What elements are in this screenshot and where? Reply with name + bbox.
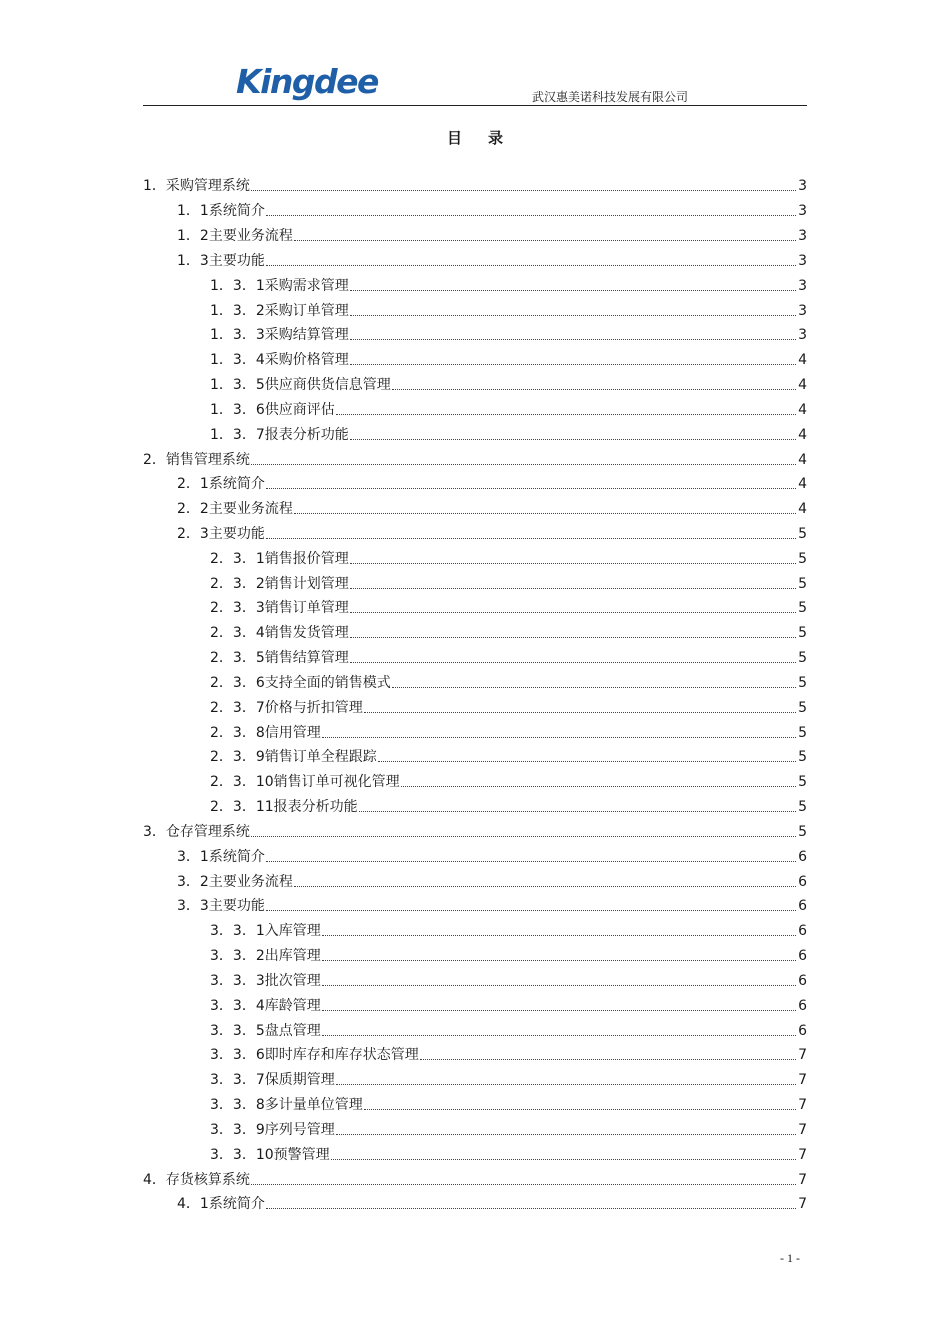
toc-entry[interactable]: [143, 1117, 807, 1142]
toc-entry-label: 2．3主要功能: [177, 526, 265, 542]
toc-dot-leader: [336, 1084, 796, 1085]
kingdee-logo: Kingdee: [236, 62, 378, 101]
toc-dot-leader: [266, 910, 796, 911]
toc-entry[interactable]: [143, 944, 807, 969]
toc-entry-label: 1．2主要业务流程: [177, 228, 293, 245]
toc-entry-label: 3．1系统简介: [177, 848, 265, 865]
toc-entry[interactable]: [143, 695, 807, 720]
toc-dot-leader: [322, 935, 796, 936]
toc-entry-page: 5: [798, 674, 807, 691]
toc-entry[interactable]: [143, 596, 807, 621]
toc-entry-page: 7: [798, 1097, 807, 1114]
toc-dot-leader: [364, 1109, 796, 1110]
toc-entry[interactable]: [143, 969, 807, 994]
toc-entry-label: 2．2主要业务流程: [177, 501, 293, 518]
toc-entry-page: 5: [798, 550, 807, 567]
toc-dot-leader: [350, 662, 796, 663]
toc-dot-leader: [322, 960, 796, 961]
toc-entry-page: 5: [798, 823, 807, 840]
toc-dot-leader: [294, 513, 796, 514]
toc-entry-page: 6: [798, 923, 807, 940]
toc-entry-label: 3．3．1入库管理: [210, 923, 321, 940]
toc-dot-leader: [392, 389, 796, 390]
toc-dot-leader: [401, 786, 796, 787]
toc-entry[interactable]: [143, 919, 807, 944]
toc-entry-label: 1．3．6供应商评估: [210, 401, 335, 418]
toc-entry[interactable]: [143, 497, 807, 522]
toc-dot-leader: [266, 538, 796, 539]
toc-dot-leader: [420, 1059, 796, 1060]
toc-entry[interactable]: [143, 745, 807, 770]
toc-entry-page: 3: [798, 178, 807, 195]
toc-entry-page: 4: [798, 352, 807, 369]
toc-entry-label: 2．3．7价格与折扣管理: [210, 699, 363, 716]
toc-entry-page: 4: [798, 501, 807, 518]
toc-entry-page: 4: [798, 451, 807, 468]
toc-entry[interactable]: [143, 174, 807, 199]
toc-entry-label: 3．3．6即时库存和库存状态管理: [210, 1047, 419, 1064]
toc-entry-label: 2．3．11报表分析功能: [210, 799, 358, 816]
toc-dot-leader: [251, 1184, 796, 1185]
toc-entry-label: 3．3．8多计量单位管理: [210, 1097, 363, 1114]
toc-entry-page: 3: [798, 277, 807, 294]
toc-entry-page: 6: [798, 848, 807, 865]
toc-dot-leader: [266, 861, 796, 862]
toc-entry-page: 5: [798, 650, 807, 667]
toc-dot-leader: [322, 985, 796, 986]
toc-title: 目录: [446, 129, 529, 147]
toc-entry-page: 7: [798, 1146, 807, 1163]
toc-entry-label: 2．3．5销售结算管理: [210, 650, 349, 667]
toc-dot-leader: [350, 364, 796, 365]
toc-entry-page: 6: [798, 873, 807, 890]
toc-entry[interactable]: [143, 422, 807, 447]
toc-entry[interactable]: [143, 323, 807, 348]
toc-entry-page: 4: [798, 426, 807, 443]
toc-entry[interactable]: [143, 844, 807, 869]
toc-entry[interactable]: [143, 1142, 807, 1167]
toc-entry[interactable]: [143, 298, 807, 323]
toc-entry-page: 3: [798, 203, 807, 220]
toc-entry-label: 4．存货核算系统: [143, 1171, 250, 1188]
toc-entry-page: 5: [798, 526, 807, 542]
toc-dot-leader: [350, 563, 796, 564]
toc-entry[interactable]: [143, 820, 807, 845]
toc-entry-page: 4: [798, 476, 807, 493]
toc-entry-label: 2．3．4销售发货管理: [210, 625, 349, 642]
toc-entry-label: 1．3主要功能: [177, 252, 265, 269]
toc-dot-leader: [251, 464, 796, 465]
toc-entry[interactable]: [143, 993, 807, 1018]
toc-entry-page: 6: [798, 997, 807, 1014]
toc-entry-page: 5: [798, 600, 807, 617]
toc-dot-leader: [266, 1208, 796, 1209]
toc-entry[interactable]: [143, 273, 807, 298]
toc-dot-leader: [331, 1159, 796, 1160]
toc-dot-leader: [364, 712, 796, 713]
toc-entry[interactable]: [143, 472, 807, 497]
toc-entry-page: 5: [798, 799, 807, 816]
toc-entry-page: 5: [798, 625, 807, 642]
page-number: - 1 -: [780, 1251, 800, 1265]
toc-entry-page: 5: [798, 724, 807, 741]
toc-entry[interactable]: [143, 1043, 807, 1068]
toc-entry-label: 2．3．1销售报价管理: [210, 550, 349, 567]
toc-dot-leader: [251, 190, 796, 191]
toc-entry-page: 5: [798, 575, 807, 592]
company-name: 武汉惠美诺科技发展有限公司: [532, 90, 689, 104]
toc-entry[interactable]: [143, 1093, 807, 1118]
toc-entry[interactable]: [143, 546, 807, 571]
toc-entry-label: 4．1系统简介: [177, 1196, 265, 1213]
toc-entry-label: 3．3．10预警管理: [210, 1146, 330, 1163]
toc-entry[interactable]: [143, 869, 807, 894]
toc-entry-label: 3．3．3批次管理: [210, 972, 321, 989]
toc-entry-label: 2．3．3销售订单管理: [210, 600, 349, 617]
toc-entry[interactable]: [143, 1192, 807, 1217]
toc-entry[interactable]: [143, 397, 807, 422]
toc-entry-page: 3: [798, 327, 807, 344]
toc-entry[interactable]: [143, 224, 807, 249]
toc-entry[interactable]: [143, 770, 807, 795]
toc-entry-page: 5: [798, 699, 807, 716]
toc-entry[interactable]: [143, 522, 807, 547]
toc-entry[interactable]: [143, 671, 807, 696]
toc-entry-page: 7: [798, 1072, 807, 1089]
toc-dot-leader: [266, 488, 796, 489]
toc-entry-page: 7: [798, 1047, 807, 1064]
toc-dot-leader: [336, 414, 796, 415]
toc-dot-leader: [392, 687, 796, 688]
toc-dot-leader: [266, 215, 796, 216]
toc-entry[interactable]: [143, 248, 807, 273]
toc-entry-label: 2．3．9销售订单全程跟踪: [210, 749, 377, 766]
toc-dot-leader: [350, 290, 796, 291]
toc-entry-page: 7: [798, 1196, 807, 1213]
toc-entry-page: 7: [798, 1121, 807, 1138]
toc-entry-page: 3: [798, 252, 807, 269]
toc-entry-label: 1．3．7报表分析功能: [210, 426, 349, 443]
toc-entry-page: 4: [798, 377, 807, 394]
toc-entry[interactable]: [143, 1167, 807, 1192]
toc-entry[interactable]: [143, 373, 807, 398]
toc-dot-leader: [350, 439, 796, 440]
toc-entry-page: 6: [798, 898, 807, 915]
toc-entry[interactable]: [143, 621, 807, 646]
toc-entry-page: 3: [798, 302, 807, 319]
toc-entry-label: 3．2主要业务流程: [177, 873, 293, 890]
toc-dot-leader: [322, 1035, 796, 1036]
toc-entry-page: 6: [798, 948, 807, 965]
toc-dot-leader: [336, 1134, 796, 1135]
toc-entry-label: 1．采购管理系统: [143, 178, 250, 195]
toc-entry-page: 3: [798, 228, 807, 245]
toc-entry-label: 3．3．5盘点管理: [210, 1022, 321, 1039]
toc-dot-leader: [350, 588, 796, 589]
toc-entry-label: 1．3．5供应商供货信息管理: [210, 377, 391, 394]
header-divider: [143, 105, 807, 106]
toc-entry-label: 1．3．4采购价格管理: [210, 352, 349, 369]
toc-entry-label: 1．3．3采购结算管理: [210, 327, 349, 344]
toc-entry[interactable]: [143, 894, 807, 919]
toc-entry-page: 6: [798, 972, 807, 989]
toc-entry-label: 3．3．7保质期管理: [210, 1072, 335, 1089]
toc-entry-page: 7: [798, 1171, 807, 1188]
toc-entry-label: 3．3．9序列号管理: [210, 1121, 335, 1138]
toc-entry[interactable]: [143, 1068, 807, 1093]
toc-entry[interactable]: [143, 571, 807, 596]
toc-entry-label: 2．3．2销售计划管理: [210, 575, 349, 592]
toc-dot-leader: [294, 886, 796, 887]
toc-entry[interactable]: [143, 720, 807, 745]
toc-entry-page: 5: [798, 774, 807, 791]
toc-dot-leader: [350, 637, 796, 638]
toc-dot-leader: [378, 761, 796, 762]
toc-dot-leader: [359, 811, 796, 812]
toc-entry-label: 2．销售管理系统: [143, 451, 250, 468]
toc-entry-label: 2．3．10销售订单可视化管理: [210, 774, 400, 791]
toc-entry[interactable]: [143, 447, 807, 472]
toc-dot-leader: [251, 836, 796, 837]
toc-dot-leader: [294, 240, 796, 241]
toc-entry-label: 2．3．6支持全面的销售模式: [210, 674, 391, 691]
toc-entry-page: 4: [798, 401, 807, 418]
toc-dot-leader: [350, 315, 796, 316]
toc-entry-label: 1．3．2采购订单管理: [210, 302, 349, 319]
toc-entry-label: 3．仓存管理系统: [143, 823, 250, 840]
toc-entry[interactable]: [143, 348, 807, 373]
toc-entry-label: 1．3．1采购需求管理: [210, 277, 349, 294]
toc-entry[interactable]: [143, 795, 807, 820]
toc-dot-leader: [350, 612, 796, 613]
toc-entry-label: 2．3．8信用管理: [210, 724, 321, 741]
toc-dot-leader: [350, 339, 796, 340]
toc-entry[interactable]: [143, 199, 807, 224]
toc-entry[interactable]: [143, 646, 807, 671]
table-of-contents: [143, 174, 807, 1217]
toc-dot-leader: [266, 265, 796, 266]
toc-dot-leader: [322, 737, 796, 738]
toc-entry-label: 3．3主要功能: [177, 898, 265, 915]
toc-entry-label: 3．3．2出库管理: [210, 948, 321, 965]
toc-entry-page: 6: [798, 1022, 807, 1039]
toc-entry-page: 5: [798, 749, 807, 766]
toc-entry[interactable]: [143, 1018, 807, 1043]
toc-entry-label: 1．1系统简介: [177, 203, 265, 220]
toc-entry-label: 3．3．4库龄管理: [210, 997, 321, 1014]
toc-dot-leader: [322, 1010, 796, 1011]
toc-entry-label: 2．1系统简介: [177, 476, 265, 493]
